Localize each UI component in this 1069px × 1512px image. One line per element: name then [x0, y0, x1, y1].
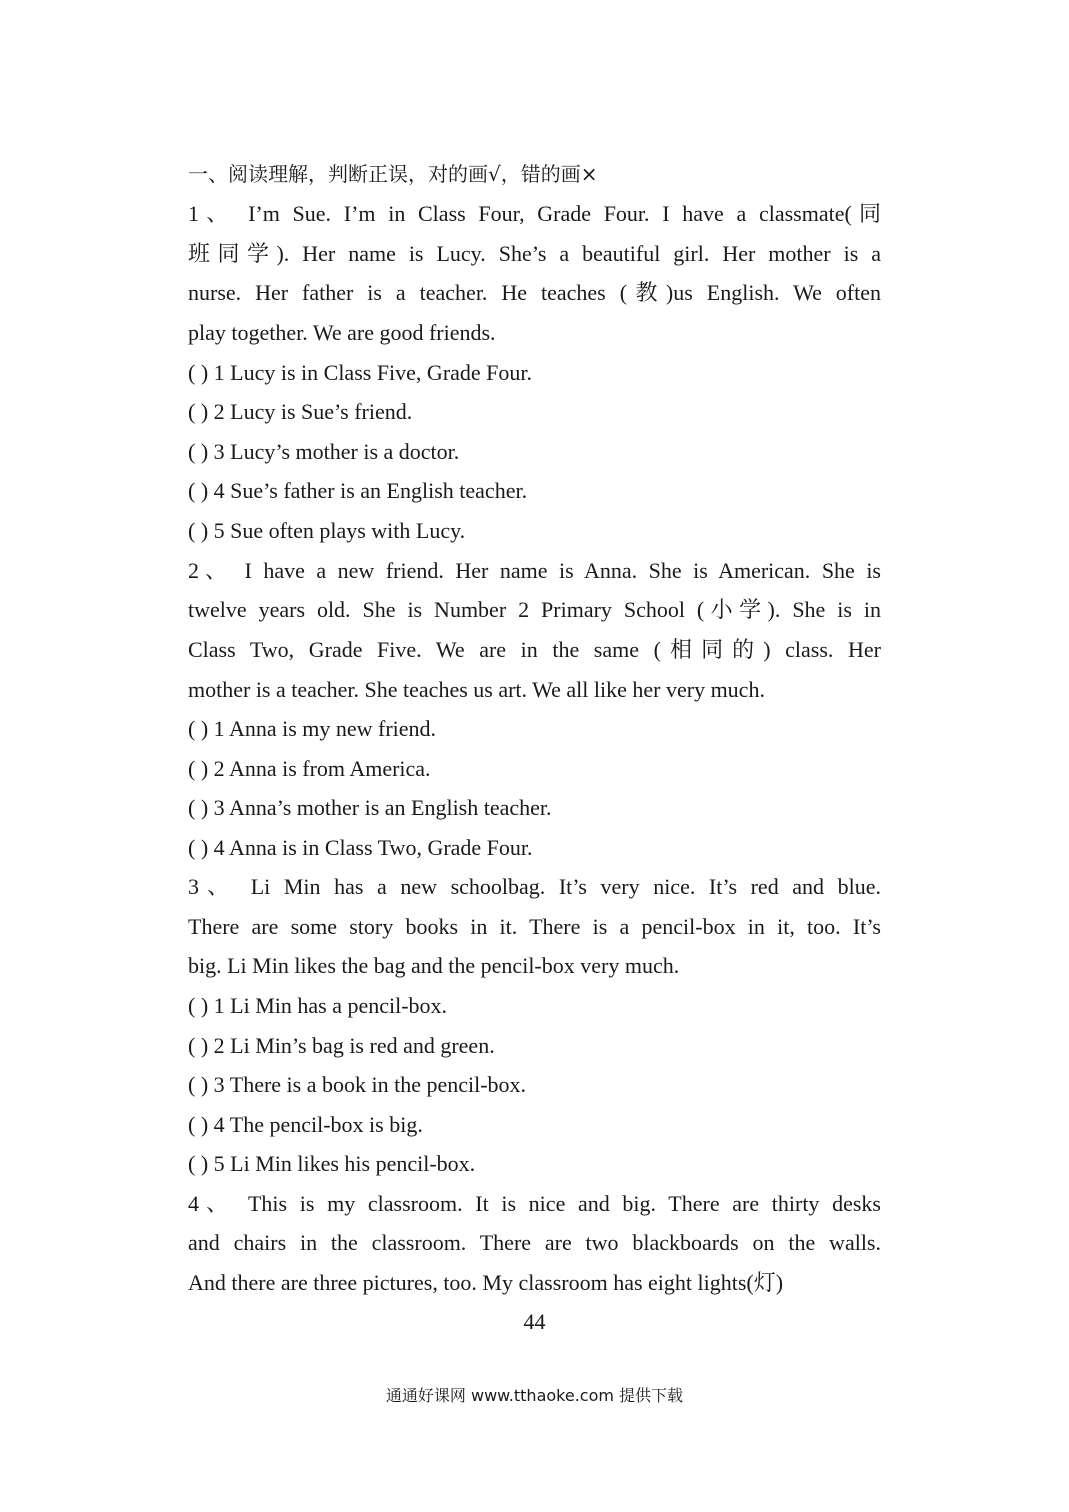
passage-3-line-2: There are some story books in it. There is a pencil-box in it, too. It’s: [188, 914, 881, 939]
passage-3-question-3: ( ) 3 There is a book in the pencil-box.: [188, 1072, 527, 1097]
passage-1-question-2: ( ) 2 Lucy is Sue’s friend.: [188, 399, 413, 424]
passage-2-line-4: mother is a teacher. She teaches us art. We all like her very much.: [188, 677, 765, 702]
passage-2-question-4: ( ) 4 Anna is in Class Two, Grade Four.: [188, 835, 533, 860]
passage-2-question-1: ( ) 1 Anna is my new friend.: [188, 716, 437, 741]
passage-3-line-3: big. Li Min likes the bag and the pencil-box very much.: [188, 953, 680, 978]
passage-1-line-3: nurse. Her father is a teacher. He teaches (教)us English. We often: [188, 280, 881, 305]
passage-2-question-2: ( ) 2 Anna is from America.: [188, 756, 431, 781]
section-title: 一、阅读理解，判断正误，对的画√，错的画×: [188, 162, 598, 186]
footer-watermark: 通通好课网 www.tthaoke.com 提供下载: [385, 1386, 684, 1405]
passage-3-line-1: 3、 Li Min has a new schoolbag. It’s very nice. It’s red and blue.: [188, 874, 881, 899]
passage-2-line-1: 2、 I have a new friend. Her name is Anna. She is American. She is: [188, 558, 881, 583]
passage-3-question-2: ( ) 2 Li Min’s bag is red and green.: [188, 1033, 495, 1058]
passage-1-question-5: ( ) 5 Sue often plays with Lucy.: [188, 518, 466, 543]
passage-4-line-1: 4、 This is my classroom. It is nice and big. There are thirty desks: [188, 1191, 881, 1216]
passage-3-question-5: ( ) 5 Li Min likes his pencil-box.: [188, 1151, 476, 1176]
passage-1-question-1: ( ) 1 Lucy is in Class Five, Grade Four.: [188, 360, 533, 385]
passage-2-question-3: ( ) 3 Anna’s mother is an English teacher.: [188, 795, 552, 820]
passage-4-line-3: And there are three pictures, too. My classroom has eight lights(灯): [188, 1270, 784, 1295]
passage-3-question-1: ( ) 1 Li Min has a pencil-box.: [188, 993, 448, 1018]
passage-1-line-4: play together. We are good friends.: [188, 320, 496, 345]
passage-2-line-2: twelve years old. She is Number 2 Primary School (小学). She is in: [188, 597, 881, 622]
passage-4-line-2: and chairs in the classroom. There are two blackboards on the walls.: [188, 1230, 881, 1255]
page-number: 44: [523, 1309, 546, 1334]
passage-1-question-3: ( ) 3 Lucy’s mother is a doctor.: [188, 439, 460, 464]
passage-1-question-4: ( ) 4 Sue’s father is an English teacher.: [188, 478, 528, 503]
passage-1-line-2: 班同学). Her name is Lucy. She’s a beautiful girl. Her mother is a: [188, 241, 881, 266]
passage-3-question-4: ( ) 4 The pencil-box is big.: [188, 1112, 423, 1137]
passage-2-line-3: Class Two, Grade Five. We are in the same (相同的) class. Her: [188, 637, 881, 662]
passage-1-line-1: 1、 I’m Sue. I’m in Class Four, Grade Four. I have a classmate(同: [188, 201, 881, 226]
